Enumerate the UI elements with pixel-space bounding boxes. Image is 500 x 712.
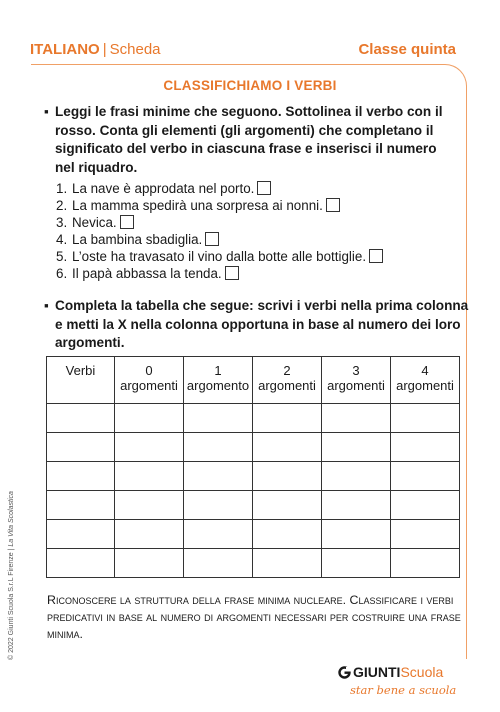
subject-label bbox=[30, 41, 161, 58]
logo-name-accent: Scuola bbox=[400, 664, 444, 680]
verb-cell[interactable] bbox=[47, 491, 115, 520]
column-number: 0 bbox=[145, 363, 153, 378]
copyright-text: © 2022 Giunti Scuola S.r.L Firenze | bbox=[8, 546, 15, 660]
header-arguments-3 bbox=[322, 357, 391, 404]
table-row bbox=[47, 491, 460, 520]
instruction-1-text: Leggi le frasi minime che seguono. Sottolinea il verbo con il rosso. Conta gli elementi (gli argomenti) che completano il significato del verbo in ciascuna frase e inserisci il numero nel riquadro. bbox=[55, 104, 443, 175]
giunti-scuola-logo bbox=[338, 664, 468, 704]
sentence-number: 4. bbox=[56, 232, 68, 247]
instruction-2-text: Completa la tabella che segue: scrivi i verbi nella prima colonna e metti la X nella colonna opportuna in base al numero dei loro argomenti. bbox=[55, 298, 469, 350]
sentence-number: 6. bbox=[56, 266, 68, 281]
table-row bbox=[47, 462, 460, 491]
mark-cell[interactable] bbox=[253, 549, 322, 578]
sentence-number: 5. bbox=[56, 249, 68, 264]
mark-cell[interactable] bbox=[253, 520, 322, 549]
header-verbi: Verbi bbox=[47, 357, 115, 404]
mark-cell[interactable] bbox=[391, 462, 460, 491]
table-row bbox=[47, 404, 460, 433]
answer-box[interactable] bbox=[205, 232, 219, 246]
sentence-text: Nevica. bbox=[72, 215, 117, 230]
mark-cell[interactable] bbox=[184, 433, 253, 462]
header-arguments-1 bbox=[184, 357, 253, 404]
sentence-text: Il papà abbassa la tenda. bbox=[72, 266, 222, 281]
mark-cell[interactable] bbox=[115, 491, 184, 520]
logo-tagline: star bene a scuola bbox=[350, 683, 457, 697]
mark-cell[interactable] bbox=[322, 491, 391, 520]
mark-cell[interactable] bbox=[115, 404, 184, 433]
sheet-label: Scheda bbox=[109, 41, 161, 58]
logo-name-main: GIUNTI bbox=[353, 664, 401, 680]
column-label: argomento bbox=[186, 378, 250, 393]
sentence-item bbox=[56, 180, 383, 197]
mark-cell[interactable] bbox=[253, 433, 322, 462]
sentence-item bbox=[56, 265, 383, 282]
header-arguments-4 bbox=[391, 357, 460, 404]
answer-box[interactable] bbox=[369, 249, 383, 263]
verb-cell[interactable] bbox=[47, 462, 115, 491]
mark-cell[interactable] bbox=[391, 491, 460, 520]
header-separator: | bbox=[102, 41, 107, 58]
sentence-item bbox=[56, 231, 383, 248]
mark-cell[interactable] bbox=[184, 520, 253, 549]
mark-cell[interactable] bbox=[391, 520, 460, 549]
mark-cell[interactable] bbox=[253, 404, 322, 433]
column-label: argomenti bbox=[120, 378, 178, 393]
mark-cell[interactable] bbox=[115, 462, 184, 491]
table-row bbox=[47, 520, 460, 549]
mark-cell[interactable] bbox=[322, 462, 391, 491]
logo-g-icon bbox=[338, 666, 351, 679]
mark-cell[interactable] bbox=[253, 491, 322, 520]
worksheet-title: CLASSIFICHIAMO I VERBI bbox=[163, 78, 337, 93]
column-number: 2 bbox=[283, 363, 291, 378]
sentence-text: La mamma spedirà una sorpresa ai nonni. bbox=[72, 198, 323, 213]
magazine-name: La Vita Scolastica bbox=[8, 491, 15, 547]
column-number: 1 bbox=[214, 363, 222, 378]
mark-cell[interactable] bbox=[322, 549, 391, 578]
sentence-list bbox=[56, 180, 383, 282]
answer-box[interactable] bbox=[257, 181, 271, 195]
sentence-text: La bambina sbadiglia. bbox=[72, 232, 203, 247]
table-row bbox=[47, 433, 460, 462]
header-arguments-0 bbox=[115, 357, 184, 404]
verb-cell[interactable] bbox=[47, 549, 115, 578]
table-row bbox=[47, 549, 460, 578]
column-label: argomenti bbox=[327, 378, 385, 393]
sentence-item bbox=[56, 214, 383, 231]
mark-cell[interactable] bbox=[391, 433, 460, 462]
mark-cell[interactable] bbox=[322, 404, 391, 433]
header-arguments-2 bbox=[253, 357, 322, 404]
mark-cell[interactable] bbox=[391, 404, 460, 433]
verb-cell[interactable] bbox=[47, 433, 115, 462]
column-number: 4 bbox=[421, 363, 429, 378]
table-header-row bbox=[47, 357, 460, 404]
verbs-table bbox=[46, 356, 460, 578]
answer-box[interactable] bbox=[120, 215, 134, 229]
answer-box[interactable] bbox=[326, 198, 340, 212]
verb-cell[interactable] bbox=[47, 520, 115, 549]
mark-cell[interactable] bbox=[322, 433, 391, 462]
page-header bbox=[0, 0, 500, 62]
column-label: argomenti bbox=[396, 378, 454, 393]
sentence-text: L’oste ha travasato il vino dalla botte alle bottiglie. bbox=[72, 249, 367, 264]
sentence-number: 2. bbox=[56, 198, 68, 213]
answer-box[interactable] bbox=[225, 266, 239, 280]
sentence-number: 1. bbox=[56, 181, 68, 196]
sentence-number: 3. bbox=[56, 215, 68, 230]
bullet-icon: ▪ bbox=[44, 298, 49, 313]
mark-cell[interactable] bbox=[391, 549, 460, 578]
logo-name bbox=[353, 664, 443, 680]
mark-cell[interactable] bbox=[322, 520, 391, 549]
verb-cell[interactable] bbox=[47, 404, 115, 433]
column-number: 3 bbox=[352, 363, 360, 378]
learning-objective: Riconoscere la struttura della frase minima nucleare. Classificare i verbi predicativi in base al numero di argomenti necessari per costruire una frase minima. bbox=[47, 593, 461, 641]
mark-cell[interactable] bbox=[253, 462, 322, 491]
bullet-icon: ▪ bbox=[44, 104, 49, 119]
instruction-2 bbox=[44, 297, 475, 353]
sentence-item bbox=[56, 248, 383, 265]
mark-cell[interactable] bbox=[184, 549, 253, 578]
mark-cell[interactable] bbox=[184, 462, 253, 491]
subject-name: ITALIANO bbox=[30, 41, 100, 58]
mark-cell[interactable] bbox=[184, 404, 253, 433]
mark-cell[interactable] bbox=[115, 549, 184, 578]
sentence-text: La nave è approdata nel porto. bbox=[72, 181, 255, 196]
mark-cell[interactable] bbox=[115, 433, 184, 462]
sentence-item bbox=[56, 197, 383, 214]
mark-cell[interactable] bbox=[115, 520, 184, 549]
mark-cell[interactable] bbox=[184, 491, 253, 520]
class-level: Classe quinta bbox=[358, 41, 456, 58]
copyright-notice bbox=[8, 491, 15, 660]
column-label: argomenti bbox=[258, 378, 316, 393]
instruction-1 bbox=[44, 103, 455, 177]
